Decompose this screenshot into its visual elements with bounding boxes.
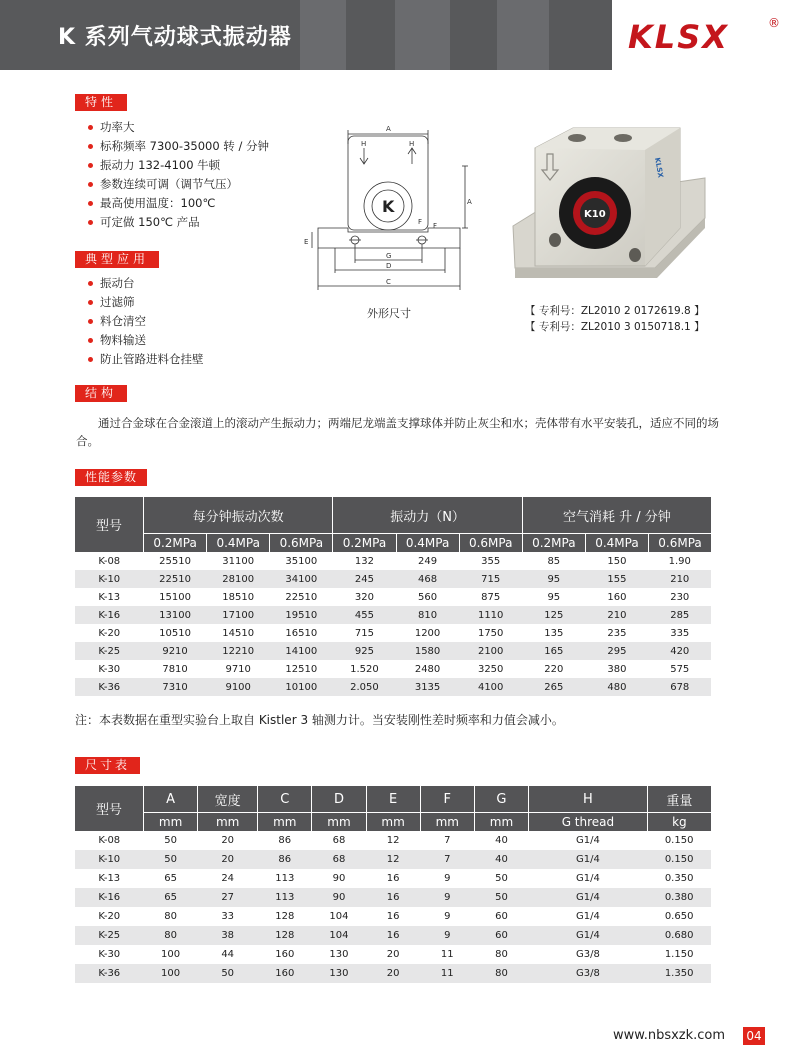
perf-group-header: 每分钟振动次数 [144, 497, 333, 534]
dim-label-a: A [386, 125, 391, 133]
table-cell: 60 [474, 926, 528, 945]
table-cell: 100 [161, 949, 181, 960]
table-cell: 165 [522, 642, 585, 660]
table-cell: 68 [312, 850, 366, 869]
table-cell: 130 [329, 949, 349, 960]
dim-column-header: E [366, 786, 420, 813]
table-cell: 7810 [162, 663, 188, 675]
table-cell: 65 [144, 888, 198, 907]
table-cell: K-16 [75, 606, 144, 624]
table-cell: 4100 [459, 678, 522, 696]
table-cell: 20 [386, 949, 400, 960]
table-cell: 7 [420, 850, 474, 869]
table-cell: 100 [144, 964, 198, 983]
table-cell: 40 [474, 850, 528, 869]
table-cell: 20 [221, 835, 235, 846]
table-cell: 715 [459, 570, 522, 588]
table-cell: 38 [198, 926, 258, 945]
table-cell: 468 [396, 570, 459, 588]
table-cell: 12 [366, 850, 420, 869]
dim-label-h2: H [409, 140, 415, 148]
table-cell: 235 [607, 627, 627, 639]
table-cell: 10510 [159, 627, 191, 639]
table-cell: G1/4 [529, 888, 648, 907]
table-cell: 210 [585, 606, 648, 624]
table-cell: 128 [258, 926, 312, 945]
table-row [75, 642, 711, 660]
perf-group-header: 空气消耗 升 / 分钟 [522, 497, 711, 534]
table-cell: 34100 [270, 570, 333, 588]
table-cell: 9100 [207, 678, 270, 696]
table-cell: 13100 [144, 606, 207, 624]
table-cell: 480 [585, 678, 648, 696]
feature-item: 最高使用温度：100℃ [86, 194, 269, 213]
application-item: 物料输送 [86, 331, 204, 350]
dim-label-f: F [418, 218, 423, 226]
footer-url[interactable]: www.nbsxzk.com [613, 1028, 726, 1043]
table-cell: 44 [221, 949, 235, 960]
table-row [75, 606, 711, 624]
dim-unit-header: mm [312, 813, 366, 832]
table-cell: 20 [366, 964, 420, 983]
table-cell: 12 [386, 835, 400, 846]
table-cell: 19510 [270, 606, 333, 624]
table-cell: 0.350 [664, 873, 694, 884]
table-cell: G1/4 [575, 873, 600, 884]
table-cell: G1/4 [529, 850, 648, 869]
table-cell: K-20 [98, 627, 121, 639]
table-cell: 135 [544, 627, 564, 639]
applications-list [86, 274, 204, 369]
perf-pressure-header: 0.6MPa [649, 534, 712, 553]
dim-unit-header: kg [647, 813, 711, 832]
structure-text: 通过合金球在合金滚道上的滚动产生振动力；两端尼龙端盖支撑球体并防止灰尘和水；壳体带有水平安装孔，适应不同的场合。 [76, 416, 719, 448]
dim-label-h: H [361, 140, 367, 148]
dim-model-header: 型号 [75, 786, 144, 831]
table-cell: 1.150 [664, 949, 694, 960]
table-cell: 0.150 [647, 850, 711, 869]
table-cell: 155 [585, 570, 648, 588]
dim-column-header: F [420, 786, 474, 813]
table-cell: 1.350 [647, 964, 711, 983]
dim-column-header: 重量 [647, 786, 711, 813]
table-row [75, 907, 711, 926]
table-cell: 0.680 [647, 926, 711, 945]
table-cell: 104 [312, 926, 366, 945]
table-cell: 575 [670, 663, 690, 675]
table-cell: 50 [474, 888, 528, 907]
table-cell: 9 [420, 926, 474, 945]
table-cell: 22510 [144, 570, 207, 588]
table-cell: 160 [607, 591, 627, 603]
table-cell: K-13 [98, 591, 121, 603]
dim-column-header: C [258, 786, 312, 813]
table-cell: 9 [444, 873, 451, 884]
table-cell: 335 [670, 627, 690, 639]
table-cell: 150 [607, 555, 627, 567]
table-cell: 1110 [459, 606, 522, 624]
table-cell: 355 [481, 555, 501, 567]
table-cell: 230 [670, 591, 690, 603]
table-cell: 60 [495, 911, 508, 922]
table-cell: 160 [275, 949, 295, 960]
patent-2: 【 专利号：ZL2010 3 0150718.1 】 [525, 321, 705, 333]
perf-pressure-header: 0.2MPa [144, 534, 207, 553]
table-cell: 2.050 [333, 678, 396, 696]
table-cell: 85 [547, 555, 561, 567]
table-cell: 31100 [222, 555, 255, 567]
table-cell: G1/4 [575, 835, 600, 846]
table-cell: 1.90 [668, 555, 691, 567]
table-cell: 16 [366, 926, 420, 945]
table-cell: 113 [258, 888, 312, 907]
table-cell: 3250 [477, 663, 504, 675]
table-cell: 16 [386, 911, 400, 922]
dim-column-header: D [312, 786, 366, 813]
perf-pressure-header: 0.6MPa [270, 534, 333, 553]
table-cell: 86 [278, 835, 292, 846]
table-row [75, 624, 711, 642]
table-cell: 925 [333, 642, 396, 660]
table-cell: 14100 [270, 642, 333, 660]
table-cell: 9 [444, 911, 451, 922]
table-cell: 455 [333, 606, 396, 624]
dim-unit-header: mm [474, 813, 528, 832]
dim-column-header: H [529, 786, 648, 813]
table-cell: 16 [386, 873, 400, 884]
table-cell: 249 [418, 555, 438, 567]
table-cell: 130 [312, 964, 366, 983]
table-cell: K-25 [75, 642, 144, 660]
table-cell: K-16 [75, 888, 144, 907]
table-cell: 33 [221, 911, 235, 922]
table-cell: 24 [221, 873, 235, 884]
product-photo [505, 118, 710, 298]
table-cell: 1.520 [350, 663, 379, 675]
table-cell: 20 [198, 850, 258, 869]
header-stripe [300, 0, 346, 70]
table-cell: 95 [522, 570, 585, 588]
table-row [75, 945, 711, 964]
table-row [75, 831, 711, 850]
dim-column-header: G [474, 786, 528, 813]
patent-1: 【 专利号：ZL2010 2 0172619.8 】 [525, 305, 705, 317]
table-cell: 7310 [144, 678, 207, 696]
table-cell: 1750 [477, 627, 504, 639]
table-cell: 875 [481, 591, 501, 603]
table-row [75, 588, 711, 606]
dim-unit-header: mm [366, 813, 420, 832]
table-cell: 295 [585, 642, 648, 660]
performance-label: 性能参数 [75, 469, 147, 486]
dim-label-k: K [382, 197, 395, 216]
table-cell: 7 [444, 835, 451, 846]
table-cell: 50 [164, 835, 177, 846]
table-cell: 9 [420, 888, 474, 907]
table-row [75, 850, 711, 869]
table-row [75, 678, 711, 696]
dimensions-table [75, 786, 711, 983]
table-cell: 80 [164, 911, 177, 922]
table-cell: 1200 [414, 627, 441, 639]
table-cell: 560 [418, 591, 438, 603]
feature-item: 参数连续可调（调节气压） [86, 175, 269, 194]
table-cell: 678 [649, 678, 712, 696]
table-cell: 50 [495, 873, 508, 884]
table-row [75, 552, 711, 570]
table-cell: 128 [275, 911, 295, 922]
table-cell: 10100 [270, 678, 333, 696]
table-cell: 16 [366, 888, 420, 907]
application-item: 振动台 [86, 274, 204, 293]
applications-label: 典型应用 [75, 251, 159, 268]
dim-unit-header: mm [198, 813, 258, 832]
table-cell: 35100 [285, 555, 318, 567]
table-cell: 12510 [285, 663, 318, 675]
table-cell: 25510 [159, 555, 191, 567]
table-row [75, 570, 711, 588]
table-cell: G1/4 [529, 926, 648, 945]
dim-label-f2: F [433, 222, 438, 230]
table-cell: K-20 [98, 911, 121, 922]
table-cell: 113 [275, 873, 295, 884]
feature-item: 标称频率 7300-35000 转 / 分钟 [86, 137, 269, 156]
table-cell: G3/8 [529, 964, 648, 983]
table-cell: K-08 [98, 835, 121, 846]
table-cell: 810 [396, 606, 459, 624]
table-cell: 320 [354, 591, 374, 603]
table-cell: K-30 [98, 663, 121, 675]
table-cell: 132 [354, 555, 374, 567]
table-cell: 80 [495, 949, 508, 960]
table-cell: 9710 [225, 663, 251, 675]
table-cell: 22510 [285, 591, 318, 603]
table-cell: 245 [333, 570, 396, 588]
perf-group-header: 振动力（N） [333, 497, 522, 534]
table-row [75, 660, 711, 678]
table-cell: 18510 [222, 591, 255, 603]
table-cell: 2480 [414, 663, 441, 675]
dim-unit-header: G thread [529, 813, 648, 832]
table-cell: K-30 [98, 949, 121, 960]
table-cell: K-13 [98, 873, 121, 884]
table-cell: 86 [258, 850, 312, 869]
table-cell: 12210 [207, 642, 270, 660]
page-title: K 系列气动球式振动器 [58, 25, 292, 50]
perf-pressure-header: 0.2MPa [522, 534, 585, 553]
diagram-caption: 外形尺寸 [367, 307, 411, 320]
table-cell: G3/8 [575, 949, 600, 960]
table-cell: 2100 [459, 642, 522, 660]
dim-column-header: 宽度 [198, 786, 258, 813]
dim-column-header: A [144, 786, 198, 813]
performance-table [75, 497, 711, 696]
application-item: 过滤筛 [86, 293, 204, 312]
table-cell: 80 [144, 926, 198, 945]
table-cell: 27 [198, 888, 258, 907]
dim-label-c: C [386, 278, 391, 286]
table-cell: 9210 [144, 642, 207, 660]
structure-label: 结构 [75, 385, 127, 402]
table-cell: 95 [547, 591, 561, 603]
table-cell: 90 [312, 888, 366, 907]
table-cell: 380 [607, 663, 627, 675]
header-stripe [497, 0, 549, 70]
table-cell: 50 [144, 850, 198, 869]
table-row [75, 869, 711, 888]
dim-unit-header: mm [258, 813, 312, 832]
table-cell: 160 [258, 964, 312, 983]
perf-pressure-header: 0.4MPa [585, 534, 648, 553]
table-cell: 90 [332, 873, 346, 884]
table-cell: 3135 [396, 678, 459, 696]
table-cell: K-25 [75, 926, 144, 945]
perf-model-header: 型号 [75, 497, 144, 552]
dim-label-a2: A [467, 198, 472, 206]
table-cell: K-36 [75, 964, 144, 983]
dim-label-d: D [386, 262, 392, 270]
application-item: 料仓清空 [86, 312, 204, 331]
table-cell: 0.150 [664, 835, 694, 846]
table-cell: 125 [522, 606, 585, 624]
table-cell: 265 [522, 678, 585, 696]
features-list [86, 118, 269, 232]
feature-item: 振动力 132-4100 牛顿 [86, 156, 269, 175]
dim-unit-header: mm [420, 813, 474, 832]
table-cell: 0.380 [647, 888, 711, 907]
features-label: 特性 [75, 94, 127, 111]
product-badge: K10 [584, 209, 606, 220]
dim-label-g: G [386, 252, 392, 260]
table-cell: 420 [649, 642, 712, 660]
dimension-drawing [300, 120, 475, 300]
table-cell: 68 [332, 835, 346, 846]
table-cell: 28100 [207, 570, 270, 588]
performance-note: 注：本表数据在重型实验台上取自 Kistler 3 轴测力计。当安装刚性差时频率和力值会减小。 [75, 713, 564, 727]
dim-unit-header: mm [144, 813, 198, 832]
feature-item: 功率大 [86, 118, 269, 137]
table-row [75, 888, 711, 907]
table-cell: 16510 [285, 627, 318, 639]
table-cell: 17100 [207, 606, 270, 624]
table-cell: 11 [440, 949, 454, 960]
table-cell: K-36 [75, 678, 144, 696]
table-cell: 1580 [396, 642, 459, 660]
table-cell: 65 [164, 873, 177, 884]
table-cell: 14510 [222, 627, 255, 639]
table-row [75, 926, 711, 945]
table-cell: 15100 [159, 591, 191, 603]
table-cell: 11 [420, 964, 474, 983]
perf-pressure-header: 0.6MPa [459, 534, 522, 553]
table-cell: 104 [329, 911, 349, 922]
table-cell: K-08 [98, 555, 121, 567]
table-cell: 40 [495, 835, 508, 846]
perf-pressure-header: 0.4MPa [207, 534, 270, 553]
table-cell: G1/4 [575, 911, 600, 922]
application-item: 防止管路进料仓挂壁 [86, 350, 204, 369]
page-number: 04 [743, 1027, 765, 1045]
registered-mark: ® [768, 16, 780, 30]
table-cell: 220 [544, 663, 564, 675]
feature-item: 可定做 150℃ 产品 [86, 213, 269, 232]
table-row [75, 964, 711, 983]
table-cell: 80 [474, 964, 528, 983]
table-cell: 285 [649, 606, 712, 624]
table-cell: K-10 [75, 570, 144, 588]
brand-logo: KLSX [628, 18, 729, 56]
dim-label-e: E [304, 238, 309, 246]
table-cell: 210 [649, 570, 712, 588]
table-cell: 50 [198, 964, 258, 983]
perf-pressure-header: 0.4MPa [396, 534, 459, 553]
table-cell: K-10 [75, 850, 144, 869]
dimensions-label: 尺寸表 [75, 757, 140, 774]
perf-pressure-header: 0.2MPa [333, 534, 396, 553]
header-stripe [395, 0, 450, 70]
table-cell: 715 [354, 627, 374, 639]
product-brand-mark: KLSX [653, 156, 665, 179]
table-cell: 0.650 [664, 911, 694, 922]
